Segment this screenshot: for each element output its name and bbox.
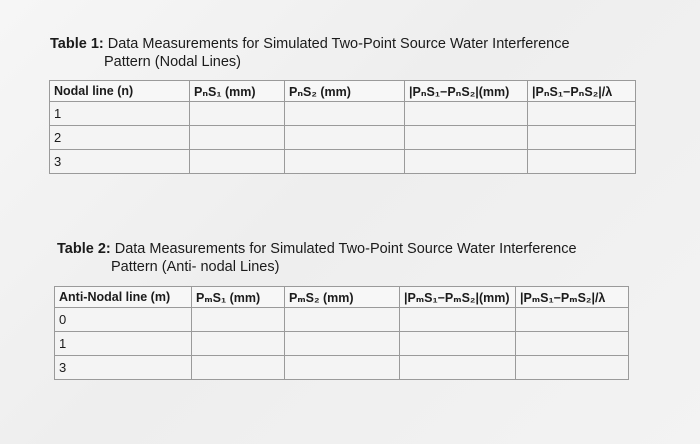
entry-cell[interactable] — [285, 356, 400, 380]
column-header-path-difference-per-wavelength: |PₙS₁−PₙS₂|/λ — [528, 81, 636, 102]
table1-caption — [50, 35, 570, 71]
table-row — [50, 150, 636, 174]
table1-caption-line2: Pattern (Nodal Lines) — [104, 54, 242, 70]
column-header-pns2: PₙS₂ (mm) — [285, 81, 405, 102]
table1-caption-label: Table 1: — [50, 36, 104, 52]
table2-caption-line2: Pattern (Anti- nodal Lines) — [111, 259, 280, 275]
entry-cell[interactable] — [285, 102, 405, 126]
anti-nodal-lines-table — [54, 286, 629, 380]
entry-cell[interactable] — [405, 126, 528, 150]
entry-cell[interactable] — [405, 150, 528, 174]
entry-cell[interactable] — [285, 126, 405, 150]
entry-cell[interactable] — [528, 126, 636, 150]
entry-cell[interactable] — [285, 332, 400, 356]
entry-cell[interactable] — [190, 102, 285, 126]
table-row — [55, 356, 629, 380]
table-row — [50, 126, 636, 150]
entry-cell[interactable] — [516, 332, 629, 356]
entry-cell[interactable] — [400, 356, 516, 380]
table-header-row — [55, 287, 629, 308]
entry-cell[interactable] — [405, 102, 528, 126]
entry-cell[interactable] — [528, 150, 636, 174]
table1-caption-text: Data Measurements for Simulated Two-Point Source Water Interference — [103, 36, 570, 52]
row-index-cell: 3 — [50, 150, 190, 174]
entry-cell[interactable] — [190, 126, 285, 150]
column-header-pns1: PₙS₁ (mm) — [190, 81, 285, 102]
table2-caption-text: Data Measurements for Simulated Two-Point Source Water Interference — [110, 241, 577, 257]
entry-cell[interactable] — [516, 308, 629, 332]
entry-cell[interactable] — [516, 356, 629, 380]
entry-cell[interactable] — [192, 308, 285, 332]
entry-cell[interactable] — [192, 332, 285, 356]
table2-caption-label: Table 2: — [57, 241, 111, 257]
column-header-path-difference: |PₘS₁−PₘS₂|(mm) — [400, 287, 516, 308]
column-header-path-difference-per-wavelength: |PₘS₁−PₘS₂|/λ — [516, 287, 629, 308]
entry-cell[interactable] — [528, 102, 636, 126]
entry-cell[interactable] — [285, 308, 400, 332]
entry-cell[interactable] — [400, 308, 516, 332]
row-index-cell: 0 — [55, 308, 192, 332]
row-index-cell: 1 — [55, 332, 192, 356]
table-row — [50, 102, 636, 126]
entry-cell[interactable] — [192, 356, 285, 380]
entry-cell[interactable] — [190, 150, 285, 174]
nodal-lines-table — [49, 80, 636, 174]
column-header-pms1: PₘS₁ (mm) — [192, 287, 285, 308]
column-header-anti-nodal-line: Anti-Nodal line (m) — [55, 287, 192, 308]
table2-caption — [57, 240, 577, 276]
column-header-path-difference: |PₙS₁−PₙS₂|(mm) — [405, 81, 528, 102]
row-index-cell: 3 — [55, 356, 192, 380]
table-row — [55, 332, 629, 356]
row-index-cell: 1 — [50, 102, 190, 126]
table-row — [55, 308, 629, 332]
entry-cell[interactable] — [285, 150, 405, 174]
column-header-pms2: PₘS₂ (mm) — [285, 287, 400, 308]
column-header-nodal-line: Nodal line (n) — [50, 81, 190, 102]
row-index-cell: 2 — [50, 126, 190, 150]
table-header-row — [50, 81, 636, 102]
entry-cell[interactable] — [400, 332, 516, 356]
